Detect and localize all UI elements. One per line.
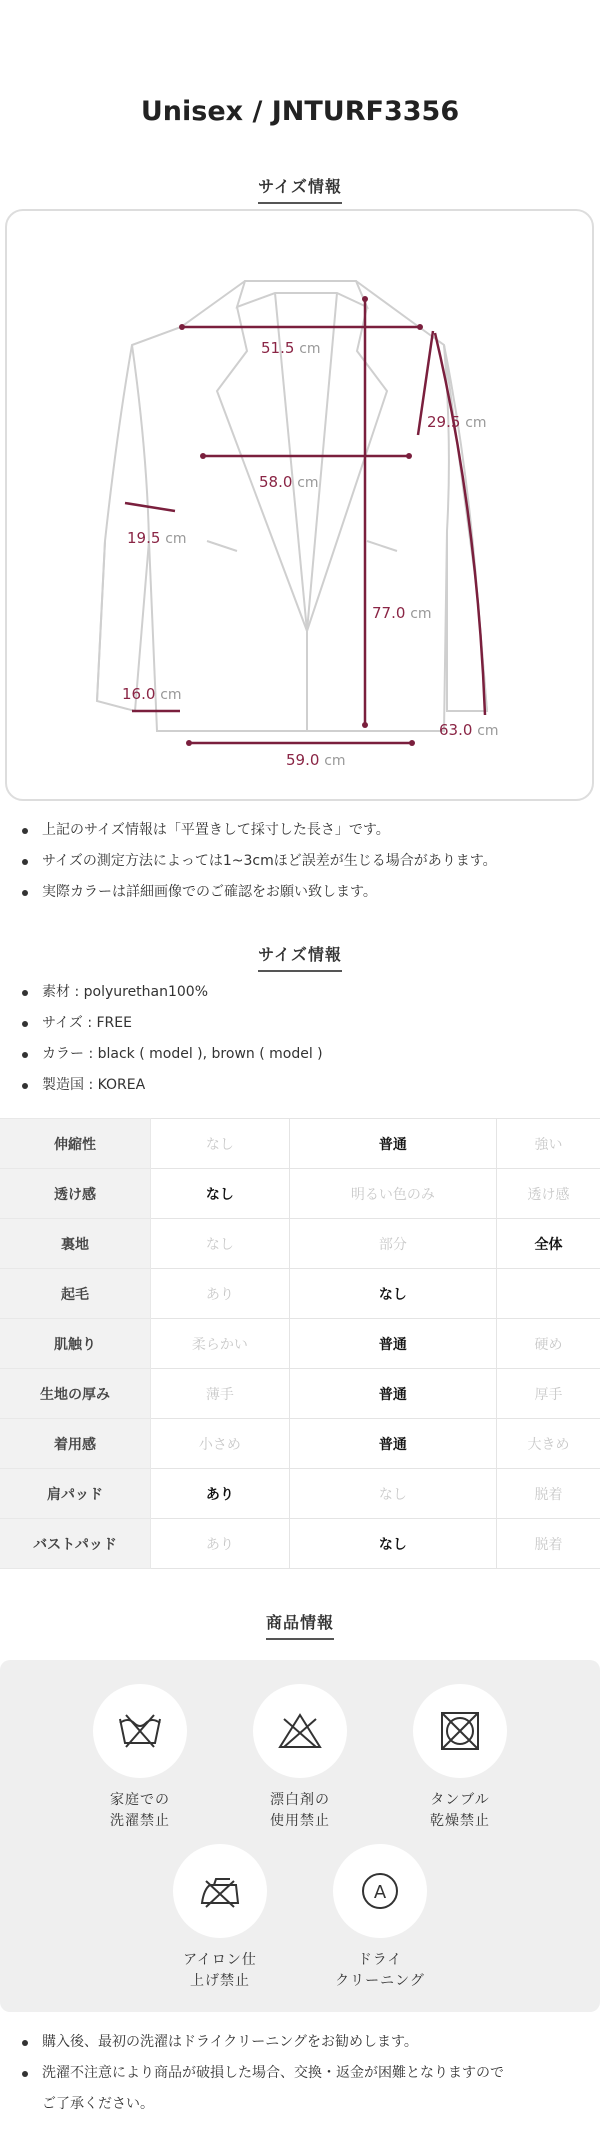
care-item: A ドライ クリーニング	[310, 1844, 450, 1992]
list-item: 洗濯不注意により商品が破損した場合、交換・返金が困難となりますので	[20, 2063, 504, 2094]
list-item: 購入後、最初の洗濯はドライクリーニングをお勧めします。	[20, 2032, 504, 2063]
spec-option: 脱着	[496, 1469, 600, 1519]
spec-option: なし	[289, 1469, 496, 1519]
no-bleach-icon	[253, 1684, 347, 1778]
spec-option: 強い	[496, 1119, 600, 1169]
measure-shoulder: 51.5 cm	[261, 339, 321, 357]
product-title: Unisex / JNTURF3356	[140, 96, 460, 127]
care-item: タンブル 乾燥禁止	[390, 1684, 530, 1832]
care-notes	[20, 2032, 504, 2125]
jacket-illustration	[7, 211, 594, 801]
measure-chest: 58.0 cm	[259, 473, 319, 491]
list-item: 製造国 : KOREA	[20, 1075, 323, 1106]
spec-option: 柔らかい	[151, 1319, 290, 1369]
table-row	[0, 1519, 600, 1569]
list-item: サイズ : FREE	[20, 1013, 323, 1044]
measure-cuff: 16.0 cm	[122, 685, 182, 703]
no-iron-icon	[173, 1844, 267, 1938]
measure-arm: 19.5 cm	[127, 529, 187, 547]
table-row	[0, 1219, 600, 1269]
table-row	[0, 1119, 600, 1169]
spec-option-selected: 普通	[289, 1319, 496, 1369]
spec-option: なし	[151, 1119, 290, 1169]
care-item: アイロン仕 上げ禁止	[150, 1844, 290, 1992]
table-row	[0, 1169, 600, 1219]
spec-option: あり	[151, 1269, 290, 1319]
table-row	[0, 1319, 600, 1369]
spec-label: 起毛	[0, 1269, 151, 1319]
spec-option: あり	[151, 1519, 290, 1569]
care-section-heading: 商品情報	[0, 1610, 600, 1640]
size-notes	[20, 820, 497, 913]
care-panel	[0, 1660, 600, 2012]
spec-label: 伸縮性	[0, 1119, 151, 1169]
list-item-continued: ご了承ください。	[42, 2096, 154, 2112]
spec-option: なし	[151, 1219, 290, 1269]
spec-label: バストパッド	[0, 1519, 151, 1569]
spec-option-selected: 普通	[289, 1419, 496, 1469]
care-item: 家庭での 洗濯禁止	[70, 1684, 210, 1832]
spec-label: 透け感	[0, 1169, 151, 1219]
spec-label: 裏地	[0, 1219, 151, 1269]
spec-option: 薄手	[151, 1369, 290, 1419]
list-item: サイズの測定方法によっては1~3cmほど誤差が生じる場合があります。	[20, 851, 497, 882]
table-row	[0, 1469, 600, 1519]
size-diagram	[5, 209, 594, 801]
spec-option-selected: 普通	[289, 1119, 496, 1169]
spec-option: 厚手	[496, 1369, 600, 1419]
spec-option: 透け感	[496, 1169, 600, 1219]
list-item: 素材 : polyurethan100%	[20, 982, 323, 1013]
table-row	[0, 1419, 600, 1469]
spec-option-selected: なし	[289, 1269, 496, 1319]
measure-length: 77.0 cm	[372, 604, 432, 622]
size-section-heading: サイズ情報	[0, 174, 600, 204]
no-tumble-dry-icon	[413, 1684, 507, 1778]
table-row	[0, 1369, 600, 1419]
measurement-labels	[122, 339, 499, 769]
spec-option: 脱着	[496, 1519, 600, 1569]
spec-option-selected: なし	[289, 1519, 496, 1569]
product-info-list	[20, 982, 323, 1106]
care-item: 漂白剤の 使用禁止	[230, 1684, 370, 1832]
spec-label: 肌触り	[0, 1319, 151, 1369]
spec-label: 肩パッド	[0, 1469, 151, 1519]
measure-sleeve-upper: 29.5 cm	[427, 413, 487, 431]
dry-clean-icon	[333, 1844, 427, 1938]
spec-option: 大きめ	[496, 1419, 600, 1469]
list-item: カラー : black ( model ), brown ( model )	[20, 1044, 323, 1075]
measure-sleeve: 63.0 cm	[439, 721, 499, 739]
table-row	[0, 1269, 600, 1319]
spec-option: 部分	[289, 1219, 496, 1269]
no-wash-icon	[93, 1684, 187, 1778]
spec-table	[0, 1118, 600, 1569]
spec-option-selected: なし	[151, 1169, 290, 1219]
spec-option: 明るい色のみ	[289, 1169, 496, 1219]
svg-text:A: A	[373, 1882, 387, 1903]
spec-option-selected: 普通	[289, 1369, 496, 1419]
spec-option: 小さめ	[151, 1419, 290, 1469]
spec-option-selected: 全体	[496, 1219, 600, 1269]
spec-option-selected: あり	[151, 1469, 290, 1519]
list-item: 実際カラーは詳細画像でのご確認をお願い致します。	[20, 882, 497, 913]
spec-label: 着用感	[0, 1419, 151, 1469]
product-section-heading: サイズ情報	[0, 942, 600, 972]
list-item: 上記のサイズ情報は「平置きして採寸した長さ」です。	[20, 820, 497, 851]
spec-option: 硬め	[496, 1319, 600, 1369]
spec-option	[496, 1269, 600, 1319]
measure-hem: 59.0 cm	[286, 751, 346, 769]
spec-label: 生地の厚み	[0, 1369, 151, 1419]
